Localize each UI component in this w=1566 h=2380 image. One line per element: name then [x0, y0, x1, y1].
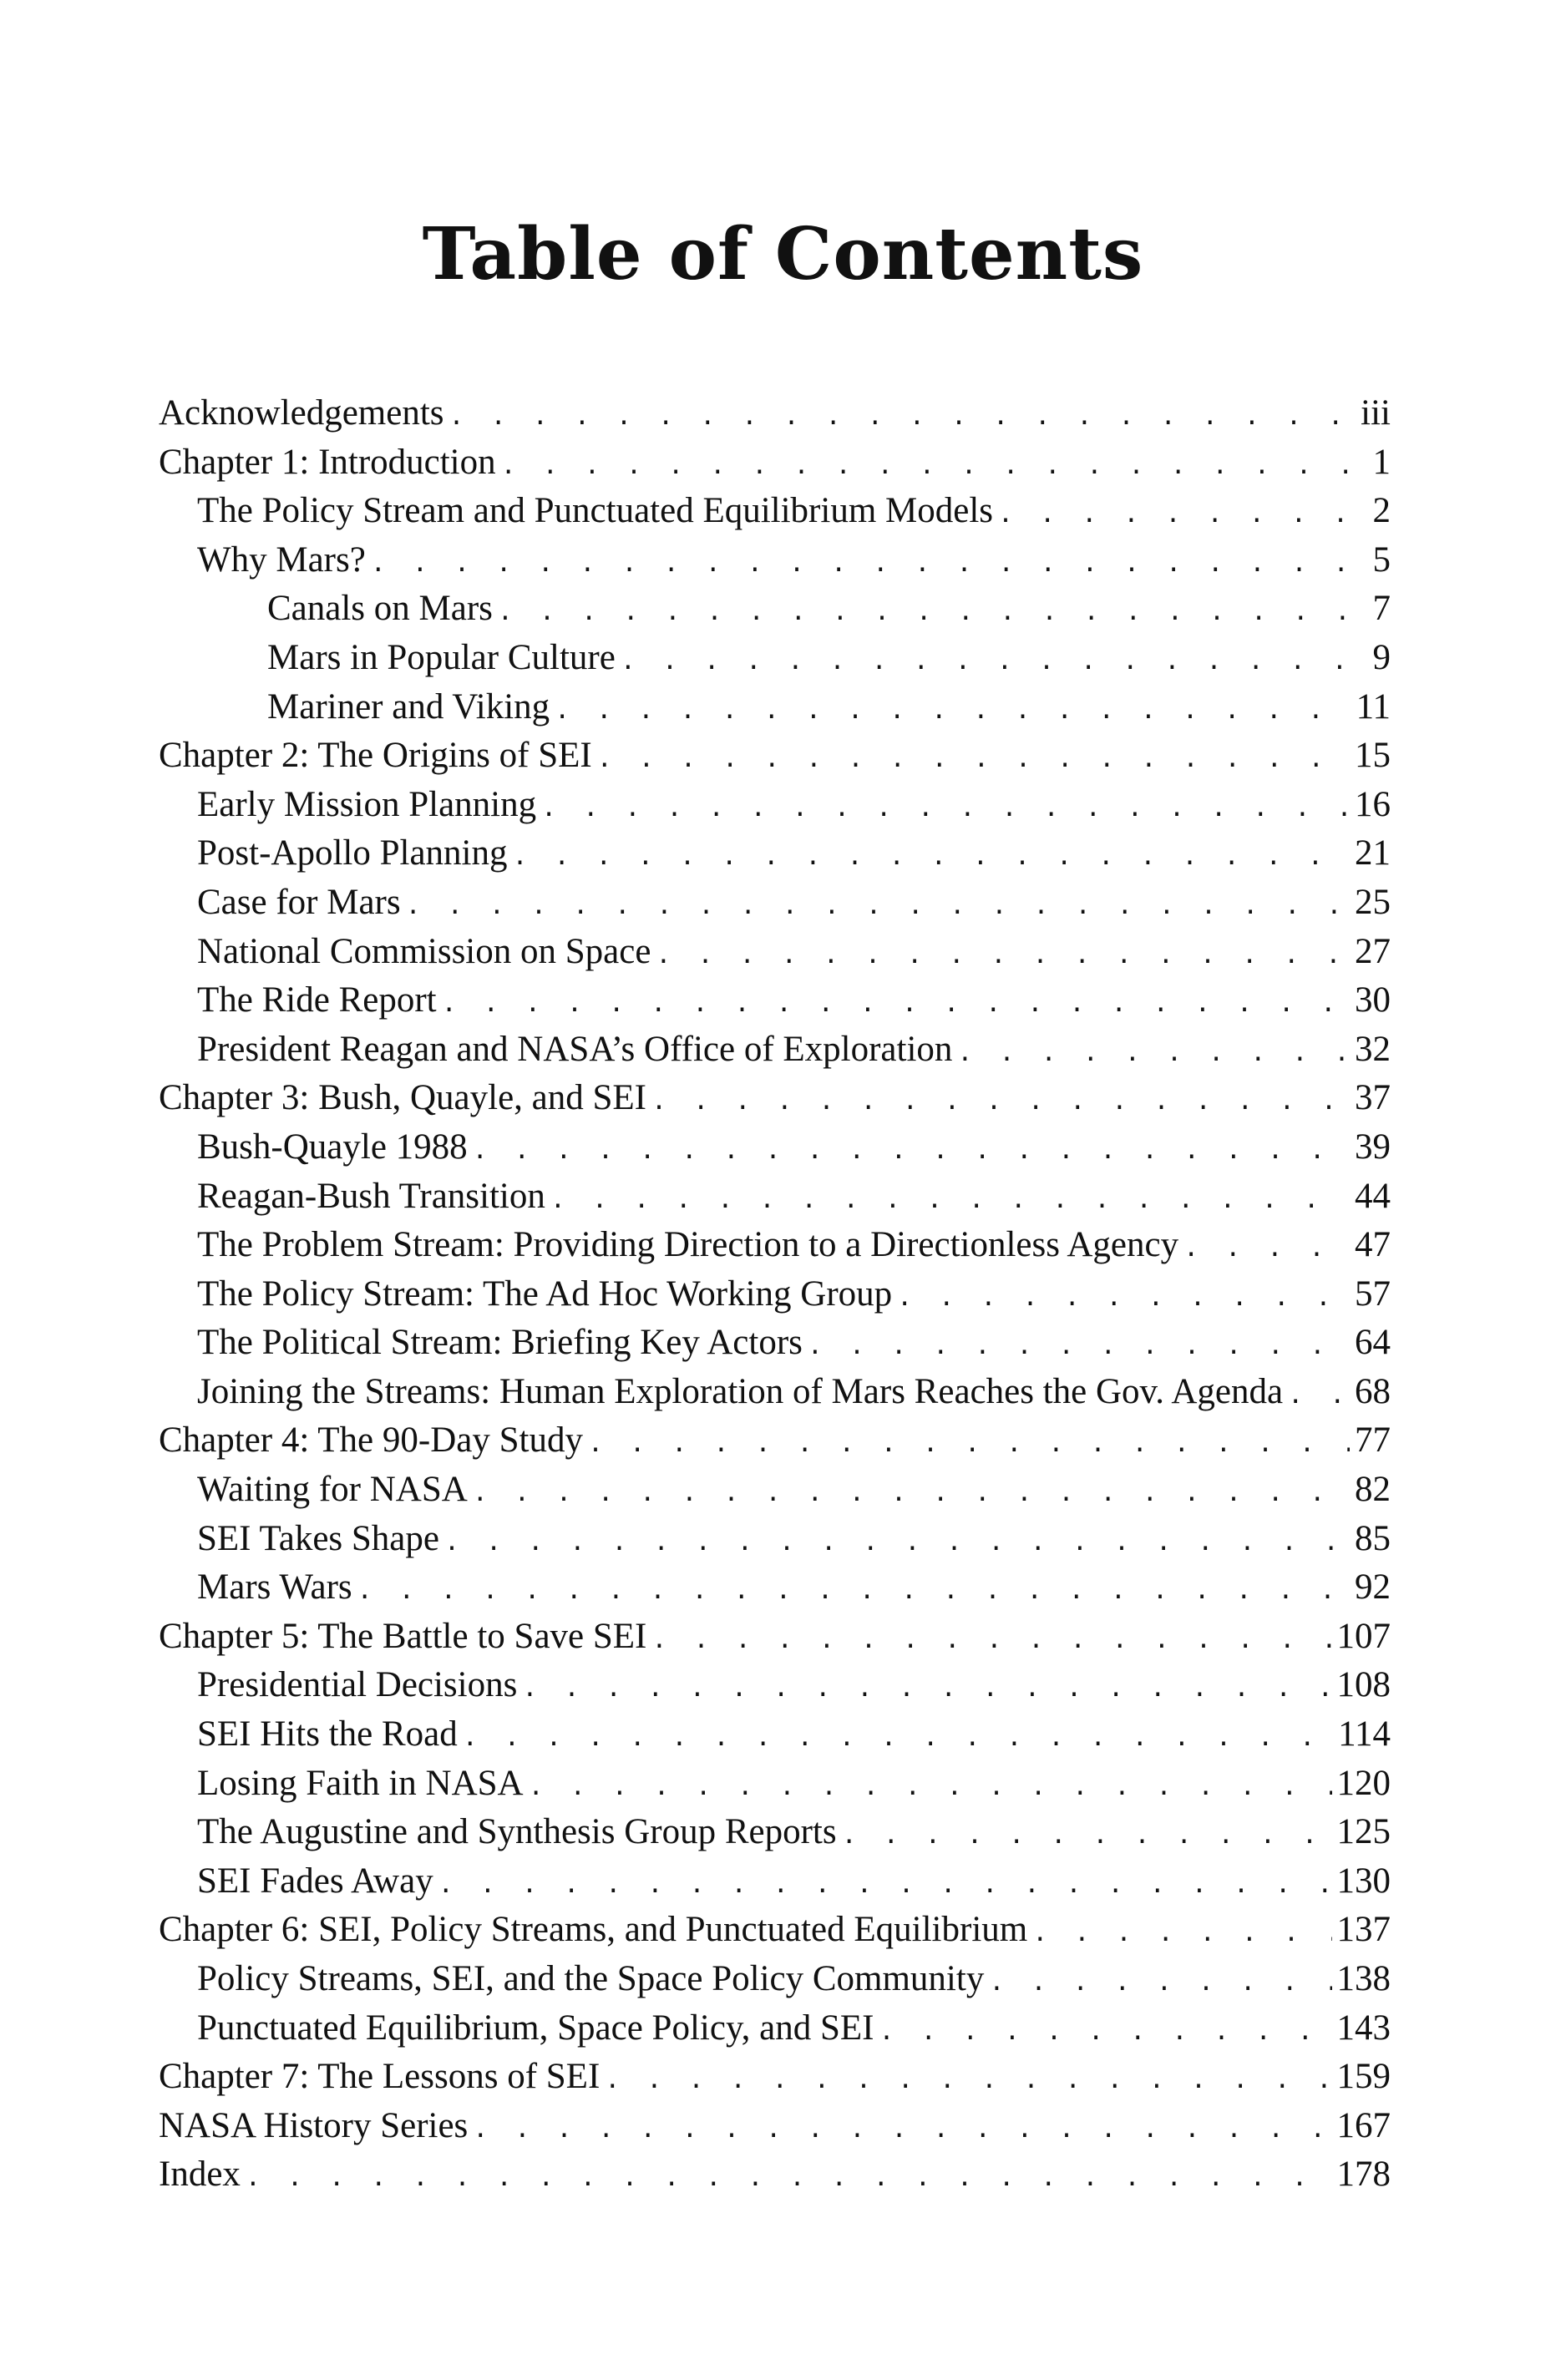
toc-entry — [159, 879, 1391, 928]
toc-entry — [159, 2102, 1391, 2151]
toc-entry-page: 47 — [1355, 1225, 1391, 1265]
toc-entry — [159, 2053, 1391, 2102]
toc-entry-page: 9 — [1372, 637, 1391, 677]
toc-entry — [159, 1613, 1391, 1662]
toc-entry-page: 82 — [1355, 1470, 1391, 1510]
toc-entry-page: 27 — [1355, 931, 1391, 971]
toc-entry-title: Bush-Quayle 1988 — [197, 1127, 468, 1167]
toc-entry-title: Chapter 3: Bush, Quayle, and SEI — [159, 1078, 646, 1118]
toc-entry-page: 107 — [1336, 1616, 1391, 1656]
toc-entry-title: President Reagan and NASA’s Office of Exploration — [197, 1029, 953, 1069]
toc-entry-page: 64 — [1355, 1323, 1391, 1363]
dot-leader — [522, 1664, 1331, 1710]
dot-leader — [588, 1420, 1350, 1466]
toc-entry-title: The Ride Report — [197, 980, 437, 1020]
toc-entry-page: 120 — [1336, 1763, 1391, 1803]
toc-entry-title: The Political Stream: Briefing Key Actors — [197, 1323, 803, 1363]
toc-entry — [159, 1123, 1391, 1172]
toc-entry — [159, 487, 1391, 536]
toc-entry-title: Waiting for NASA — [197, 1470, 468, 1510]
toc-entry-page: 57 — [1355, 1274, 1391, 1314]
toc-entry — [159, 976, 1391, 1025]
toc-entry-title: Chapter 1: Introduction — [159, 442, 496, 482]
toc-entry — [159, 536, 1391, 585]
dot-leader — [597, 735, 1350, 781]
dot-leader — [449, 392, 1356, 438]
toc-entry — [159, 2004, 1391, 2053]
dot-leader — [406, 882, 1350, 928]
toc-entry — [159, 928, 1391, 977]
dot-leader — [651, 1616, 1331, 1662]
toc-entry — [159, 1466, 1391, 1515]
dot-leader — [651, 1077, 1350, 1123]
toc-entry — [159, 1221, 1391, 1270]
toc-entry-page: 2 — [1372, 491, 1391, 531]
toc-entry-title: Mars in Popular Culture — [267, 637, 616, 677]
toc-entry-title: Policy Streams, SEI, and the Space Policy Community — [197, 1959, 985, 1998]
dot-leader — [501, 442, 1368, 488]
toc-entry-page: 30 — [1355, 980, 1391, 1020]
toc-entry-page: 159 — [1336, 2057, 1391, 2097]
toc-entry-page: 21 — [1355, 833, 1391, 874]
toc-entry — [159, 829, 1391, 879]
toc-entry-title: Chapter 4: The 90-Day Study — [159, 1420, 583, 1461]
dot-leader — [550, 1176, 1350, 1222]
toc-entry-title: Canals on Mars — [267, 589, 493, 629]
dot-leader — [897, 1274, 1350, 1319]
toc-entry-page: 5 — [1372, 539, 1391, 580]
toc-entry-title: Losing Faith in NASA — [197, 1763, 524, 1803]
toc-entry-title: SEI Hits the Road — [197, 1714, 458, 1755]
toc-entry-page: 32 — [1355, 1029, 1391, 1069]
toc-entry-page: 37 — [1355, 1078, 1391, 1118]
dot-leader — [498, 588, 1368, 634]
toc-entry-title: The Policy Stream: The Ad Hoc Working Group — [197, 1274, 893, 1314]
toc-entry — [159, 438, 1391, 488]
toc-entry-page: 16 — [1355, 784, 1391, 824]
dot-leader — [989, 1958, 1331, 2004]
toc-entry — [159, 1515, 1391, 1564]
toc-entry-page: 125 — [1336, 1812, 1391, 1852]
toc-entry-title: SEI Takes Shape — [197, 1518, 439, 1558]
dot-leader — [442, 980, 1350, 1025]
dot-leader — [529, 1763, 1332, 1809]
toc-entry — [159, 585, 1391, 634]
toc-entry-page: 138 — [1336, 1959, 1391, 1998]
dot-leader — [621, 637, 1368, 683]
toc-entry-page: 77 — [1355, 1420, 1391, 1461]
toc-entry — [159, 1172, 1391, 1222]
dot-leader — [605, 2056, 1331, 2102]
toc-entry-page: 167 — [1336, 2105, 1391, 2145]
toc-entry-title: Post-Apollo Planning — [197, 833, 508, 874]
dot-leader — [998, 490, 1367, 536]
toc-entry-page: 85 — [1355, 1518, 1391, 1558]
toc-entry-title: SEI Fades Away — [197, 1861, 433, 1901]
toc-entry-page: 130 — [1336, 1861, 1391, 1901]
dot-leader — [656, 931, 1350, 977]
toc-entry-page: 108 — [1336, 1665, 1391, 1705]
page-title: Table of Contents — [422, 212, 1144, 296]
dot-leader — [463, 1714, 1333, 1760]
toc-entry — [159, 781, 1391, 830]
toc-entry-title: National Commission on Space — [197, 931, 651, 971]
toc-entry-page: 25 — [1355, 882, 1391, 922]
toc-entry-page: 1 — [1372, 442, 1391, 482]
dot-leader — [371, 539, 1368, 585]
dot-leader — [473, 1127, 1350, 1172]
toc-entry-title: Chapter 5: The Battle to Save SEI — [159, 1616, 647, 1656]
toc-entry-title: Chapter 6: SEI, Policy Streams, and Punctuated Equilibrium — [159, 1910, 1028, 1950]
toc-entry-title: Early Mission Planning — [197, 784, 537, 824]
toc-entry-title: Why Mars? — [197, 539, 366, 580]
toc-entry — [159, 1661, 1391, 1710]
toc-entry-page: 137 — [1336, 1910, 1391, 1950]
dot-leader — [555, 686, 1351, 732]
toc-entry-title: Mariner and Viking — [267, 686, 550, 727]
toc-entry-page: 178 — [1336, 2155, 1391, 2195]
dot-leader — [246, 2154, 1332, 2200]
toc-entry-title: Mars Wars — [197, 1567, 352, 1608]
toc-entry-title: Case for Mars — [197, 882, 401, 922]
dot-leader — [957, 1029, 1350, 1075]
toc-entry-page: iii — [1361, 393, 1391, 433]
toc-entry-title: The Policy Stream and Punctuated Equilibrium Models — [197, 491, 994, 531]
dot-leader — [879, 2008, 1332, 2053]
dot-leader — [541, 784, 1350, 830]
dot-leader — [1032, 1909, 1331, 1955]
toc-entry-page: 143 — [1336, 2008, 1391, 2048]
toc-entry — [159, 1025, 1391, 1075]
dot-leader — [808, 1322, 1350, 1368]
toc-entry-title: Acknowledgements — [159, 393, 444, 433]
toc-entry — [159, 1710, 1391, 1760]
toc-entry-title: NASA History Series — [159, 2105, 469, 2145]
dot-leader — [513, 833, 1350, 879]
toc-entry-page: 114 — [1338, 1714, 1391, 1755]
toc-entry-page: 7 — [1372, 589, 1391, 629]
toc-entry — [159, 389, 1391, 438]
toc-entry — [159, 1955, 1391, 2004]
toc-entry — [159, 1808, 1391, 1857]
toc-entry — [159, 683, 1391, 732]
toc-entry — [159, 1270, 1391, 1319]
toc-entry — [159, 732, 1391, 781]
toc-entry — [159, 1368, 1391, 1417]
toc-entry-title: Chapter 7: The Lessons of SEI — [159, 2057, 601, 2097]
toc-entry — [159, 634, 1391, 683]
toc-entry-page: 15 — [1355, 736, 1391, 776]
dot-leader — [473, 2105, 1331, 2151]
toc-entry — [159, 1319, 1391, 1368]
toc-entry — [159, 1760, 1391, 1809]
toc-entry-page: 68 — [1355, 1371, 1391, 1411]
toc-entry-title: Presidential Decisions — [197, 1665, 518, 1705]
toc-entry-title: Chapter 2: The Origins of SEI — [159, 736, 592, 776]
toc-entry — [159, 1416, 1391, 1466]
toc-entry-title: Reagan-Bush Transition — [197, 1176, 545, 1216]
toc-entry-title: The Augustine and Synthesis Group Reports — [197, 1812, 837, 1852]
dot-leader — [1288, 1371, 1350, 1417]
toc-entry — [159, 2150, 1391, 2200]
toc-entry-title: Joining the Streams: Human Exploration of Mars Reaches the Gov. Agenda — [197, 1371, 1284, 1411]
toc-entry-page: 39 — [1355, 1127, 1391, 1167]
toc-entry-page: 44 — [1355, 1176, 1391, 1216]
dot-leader — [842, 1811, 1332, 1857]
toc-entry-title: Punctuated Equilibrium, Space Policy, and SEI — [197, 2008, 874, 2048]
toc-entry-page: 11 — [1356, 686, 1391, 727]
toc-entry-title: Index — [159, 2155, 241, 2195]
dot-leader — [1183, 1224, 1350, 1270]
toc-entry — [159, 1563, 1391, 1613]
dot-leader — [473, 1469, 1350, 1515]
toc-entry — [159, 1906, 1391, 1955]
toc-entry-page: 92 — [1355, 1567, 1391, 1608]
dot-leader — [438, 1861, 1332, 1907]
dot-leader — [444, 1518, 1350, 1564]
dot-leader — [357, 1567, 1350, 1613]
toc-entry-title: The Problem Stream: Providing Direction to a Directionless Agency — [197, 1225, 1179, 1265]
toc-entry — [159, 1074, 1391, 1123]
toc-entry — [159, 1857, 1391, 1907]
toc-list — [159, 389, 1391, 2200]
